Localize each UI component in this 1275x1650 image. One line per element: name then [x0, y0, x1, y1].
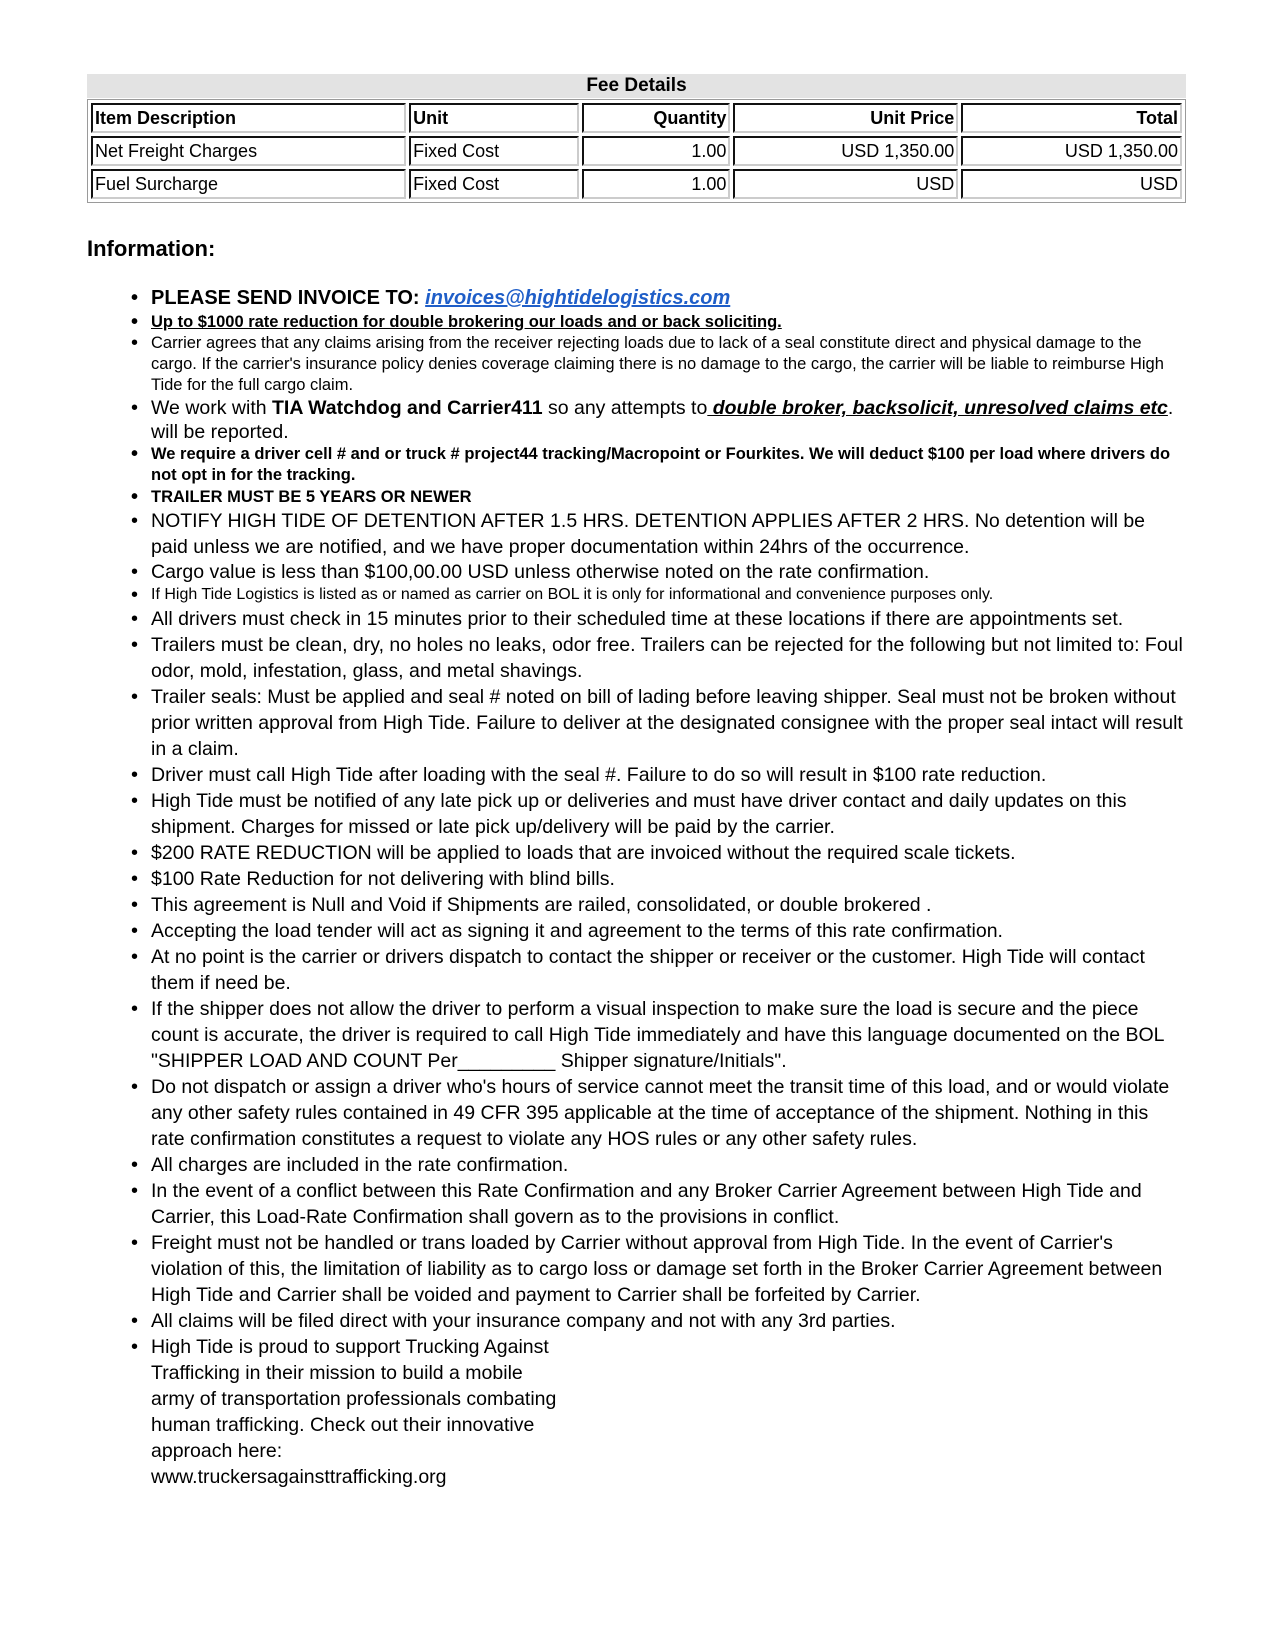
- list-item-claims-insurance: [125, 1308, 1185, 1334]
- cell-quantity: 1.00: [582, 169, 731, 199]
- fee-details-section: [87, 74, 1186, 203]
- col-unit: Unit: [409, 103, 579, 133]
- cell-unit: Fixed Cost: [409, 169, 579, 199]
- list-item-inspection: [125, 996, 1185, 1074]
- list-item-charges-included: [125, 1152, 1185, 1178]
- cell-item-description: Fuel Surcharge: [91, 169, 406, 199]
- list-item-trailer-clean: [125, 632, 1185, 684]
- cell-unit-price: USD 1,350.00: [733, 136, 958, 166]
- cell-quantity: 1.00: [582, 136, 731, 166]
- conflict-text: In the event of a conflict between this Rate Confirmation and any Broker Carrier Agreement between High Tide and Carrier, this Load-Rate Confirmation shall govern as to the provisions in conflict.: [151, 1180, 1142, 1228]
- list-item-bol-note: [125, 584, 1185, 606]
- scale-tickets-text: $200 RATE REDUCTION will be applied to loads that are invoiced without the required scale tickets.: [151, 842, 1016, 864]
- list-item-conflict: [125, 1178, 1185, 1230]
- col-quantity: Quantity: [582, 103, 731, 133]
- trans-loading-text: Freight must not be handled or trans loaded by Carrier without approval from High Tide. In the event of Carrier's violation of this, the limitation of liability as to cargo loss or damage set forth in the Broker Carrier Agreement between High Tide and Carrier shall be voided and payment to Carrier shall be forfeited by Carrier.: [151, 1232, 1163, 1306]
- information-heading: Information:: [87, 236, 216, 261]
- list-item-late-notice: [125, 788, 1185, 840]
- list-item-accepting: [125, 918, 1185, 944]
- trafficking-text: • High Tide is proud to support Trucking Against Trafficking in their mission to build a mobile army of transportation professionals combating human trafficking. Check out their innovative approach here: www.truckersagainsttrafficking.org: [151, 1336, 557, 1488]
- list-item-hos: [125, 1074, 1185, 1152]
- list-item-watchdog: [125, 396, 1185, 444]
- accepting-text: Accepting the load tender will act as signing it and agreement to the terms of this rate confirmation.: [151, 920, 1003, 942]
- col-item-description: Item Description: [91, 103, 406, 133]
- col-unit-price: Unit Price: [733, 103, 958, 133]
- fee-header-row: [91, 103, 1182, 133]
- rate-reduction-text: Up to $1000 rate reduction for double brokering our loads and or back soliciting.: [151, 313, 782, 331]
- detention-text: NOTIFY HIGH TIDE OF DETENTION AFTER 1.5 HRS. DETENTION APPLIES AFTER 2 HRS. No detention will be paid unless we are notified, and we have proper documentation within 24hrs of the occurrence.: [151, 510, 1146, 558]
- late-notice-text: High Tide must be notified of any late pick up or deliveries and must have driver contact and daily updates on this shipment. Charges for missed or late pick up/delivery will be paid by the carrier.: [151, 790, 1127, 838]
- seal-claims-text: Carrier agrees that any claims arising from the receiver rejecting loads due to lack of a seal constitute direct and physical damage to the cargo. If the carrier's insurance policy denies coverage claiming there is no damage to the cargo, the carrier will be liable to reimburse High Tide for the full cargo claim.: [151, 334, 1164, 394]
- watchdog-bold: TIA Watchdog and Carrier411: [272, 397, 543, 419]
- watchdog-mid: so any attempts to: [542, 397, 708, 419]
- claims-insurance-text: All claims will be filed direct with your insurance company and not with any 3rd parties.: [151, 1310, 896, 1332]
- no-contact-text: At no point is the carrier or drivers dispatch to contact the shipper or receiver or the customer. High Tide will contact them if need be.: [151, 946, 1145, 994]
- fee-details-title: Fee Details: [87, 74, 1186, 98]
- invoice-label: PLEASE SEND INVOICE TO:: [151, 287, 420, 309]
- watchdog-prefix: We work with: [151, 397, 272, 419]
- cell-total: USD: [961, 169, 1182, 199]
- list-item-check-in: [125, 606, 1185, 632]
- cell-item-description: Net Freight Charges: [91, 136, 406, 166]
- list-item-seal-claims: [125, 333, 1185, 396]
- cell-unit: Fixed Cost: [409, 136, 579, 166]
- watchdog-emphasis: double broker, backsolicit, unresolved claims etc: [707, 397, 1168, 419]
- table-row: [91, 169, 1182, 199]
- list-item-tracking: [125, 444, 1185, 486]
- list-item-invoice: [125, 285, 1185, 311]
- tracking-text: We require a driver cell # and or truck # project44 tracking/Macropoint or Fourkites. We will deduct $100 per load where drivers do not opt in for the tracking.: [151, 445, 1171, 484]
- bol-note-text: If High Tide Logistics is listed as or named as carrier on BOL it is only for informational and convenience purposes only.: [151, 586, 994, 603]
- cell-unit-price: USD: [733, 169, 958, 199]
- list-item-no-contact: [125, 944, 1185, 996]
- hos-text: Do not dispatch or assign a driver who's hours of service cannot meet the transit time of this load, and or would violate any other safety rules contained in 49 CFR 395 applicable at the time of acceptance of the shipment. Nothing in this rate confirmation constitutes a request to violate any HOS rules or any other safety rules.: [151, 1076, 1170, 1150]
- trailer-clean-text: Trailers must be clean, dry, no holes no leaks, odor free. Trailers can be rejected for the following but not limited to: Foul odor, mold, infestation, glass, and metal shavings.: [151, 634, 1183, 682]
- invoice-email-link[interactable]: invoices@hightidelogistics.com: [425, 287, 731, 309]
- cargo-value-text: Cargo value is less than $100,00.00 USD unless otherwise noted on the rate confirmation.: [151, 561, 930, 583]
- list-item-trafficking: [125, 1334, 1185, 1490]
- check-in-text: All drivers must check in 15 minutes prior to their scheduled time at these locations if there are appointments set.: [151, 608, 1124, 630]
- list-item-rate-reduction: [125, 311, 1185, 333]
- watchdog-suffix: . will be reported.: [151, 397, 1174, 443]
- list-item-null-void: [125, 892, 1185, 918]
- trailer-age-text: TRAILER MUST BE 5 YEARS OR NEWER: [151, 488, 472, 506]
- list-item-cargo-value: [125, 560, 1185, 584]
- information-list: [125, 285, 1185, 1490]
- fee-details-table: [87, 99, 1186, 203]
- cell-total: USD 1,350.00: [961, 136, 1182, 166]
- list-item-blind-bills: [125, 866, 1185, 892]
- charges-included-text: All charges are included in the rate confirmation.: [151, 1154, 569, 1176]
- list-item-trans-loading: [125, 1230, 1185, 1308]
- trailer-seals-text: Trailer seals: Must be applied and seal # noted on bill of lading before leaving shipper. Seal must not be broken without prior written approval from High Tide. Failure to deliver at the designated consignee with the proper seal intact will result in a claim.: [151, 686, 1183, 760]
- list-item-detention: [125, 508, 1185, 560]
- list-item-trailer-seals: [125, 684, 1185, 762]
- null-void-text: This agreement is Null and Void if Shipments are railed, consolidated, or double brokered .: [151, 894, 932, 916]
- table-row: [91, 136, 1182, 166]
- blind-bills-text: $100 Rate Reduction for not delivering with blind bills.: [151, 868, 615, 890]
- col-total: Total: [961, 103, 1182, 133]
- list-item-scale-tickets: [125, 840, 1185, 866]
- list-item-trailer-age: [125, 486, 1185, 508]
- list-item-call-after-loading: [125, 762, 1185, 788]
- inspection-text: If the shipper does not allow the driver to perform a visual inspection to make sure the load is secure and the piece count is accurate, the driver is required to call High Tide immediately and have this language documented on the BOL "SHIPPER LOAD AND COUNT Per_________ Shipper signature/Initials".: [151, 998, 1164, 1072]
- call-after-loading-text: Driver must call High Tide after loading with the seal #. Failure to do so will result in $100 rate reduction.: [151, 764, 1047, 786]
